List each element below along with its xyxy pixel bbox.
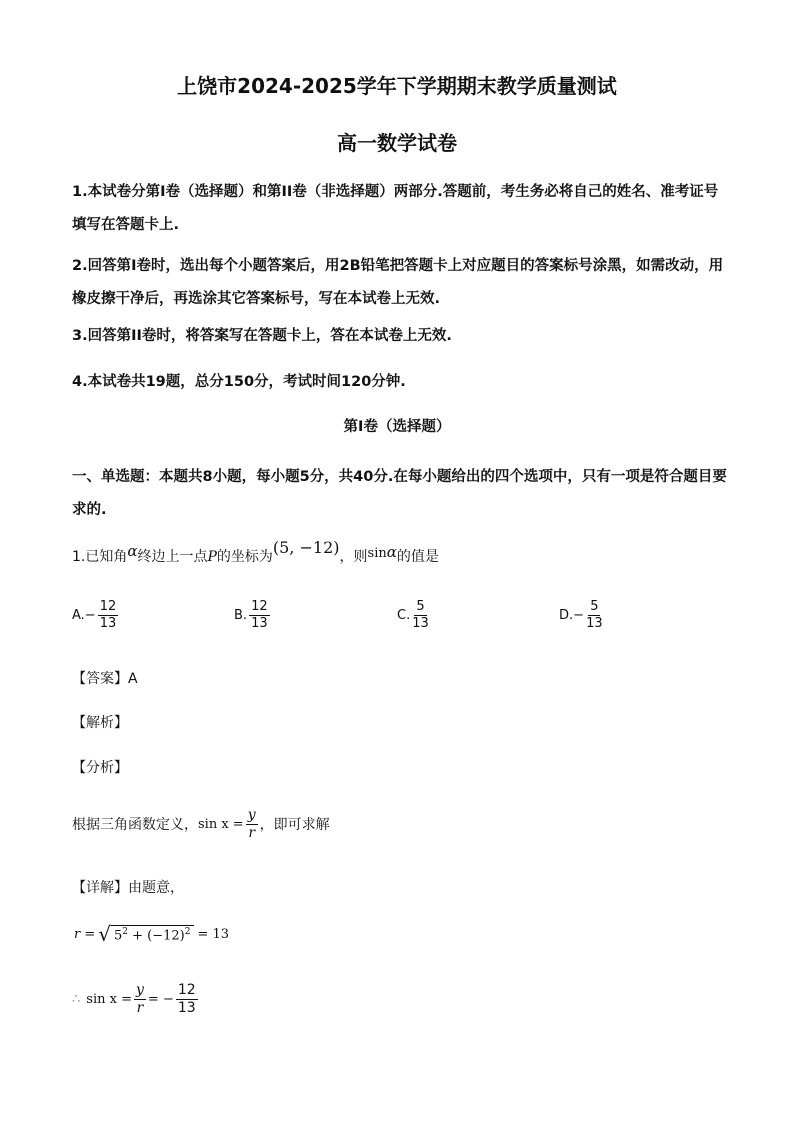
exponent: 2: [184, 926, 191, 937]
therefore-symbol: ∴: [72, 991, 81, 1007]
fraction-denominator: 13: [177, 999, 196, 1016]
instruction-4: 4.本试卷共19题，总分150分，考试时间120分钟.: [72, 374, 406, 390]
instruction-1: 1.本试卷分第I卷（选择题）和第II卷（非选择题）两部分.答题前，考生务必将自己的姓名、准考证号填写在答题卡上.: [72, 184, 719, 233]
fraction-numerator: 12: [251, 599, 268, 614]
formula-fraction: [246, 808, 258, 840]
fraction-numerator: 12: [99, 599, 117, 614]
section-heading: 第I卷（选择题）: [343, 419, 451, 435]
exam-subtitle: 高一数学试卷: [337, 131, 457, 155]
question-text: 1.已知角: [72, 549, 128, 565]
answer-line: 【答案】A: [72, 671, 138, 687]
fraction-denominator: r: [248, 824, 256, 841]
option-d[interactable]: [559, 600, 605, 630]
fraction-denominator: r: [136, 999, 144, 1016]
final-fraction-value: [176, 983, 198, 1015]
option-fraction: [249, 600, 270, 630]
sqrt-radicand: [111, 925, 194, 943]
option-b[interactable]: [234, 600, 272, 630]
question-1: [72, 538, 439, 566]
final-lhs: sin x =: [86, 991, 132, 1007]
option-label: A.: [72, 607, 85, 623]
instruction-3: 3.回答第II卷时，将答案写在答题卡上，答在本试卷上无效.: [72, 328, 452, 344]
alpha-symbol: α: [386, 543, 397, 561]
analysis-title: 【解析】: [72, 715, 128, 731]
fenxi-title: 【分析】: [72, 760, 128, 776]
part-one-description: 一、单选题：本题共8小题，每小题5分，共40分.在每小题给出的四个选项中，只有一项是符合题目要求的.: [72, 469, 727, 518]
radicand-part: 5: [114, 928, 123, 944]
question-text: 的值是: [396, 549, 439, 565]
option-sign: −: [84, 607, 96, 623]
r-equation: [74, 922, 229, 946]
fenxi-line: [72, 808, 330, 840]
fenxi-text: 根据三角函数定义，: [72, 817, 198, 834]
final-equation: [72, 983, 200, 1015]
fenxi-tail: ，即可求解: [259, 817, 330, 834]
fraction-denominator: 13: [412, 615, 429, 631]
exam-title: 上饶市2024-2025学年下学期期末教学质量测试: [177, 74, 617, 98]
fraction-numerator: y: [247, 807, 256, 823]
point-coordinates: (5, −12): [272, 538, 340, 557]
option-fraction: [586, 600, 603, 630]
r-lhs: r =: [74, 926, 96, 942]
sqrt-symbol: √: [98, 922, 111, 946]
radicand-part: + (−12): [128, 928, 185, 944]
option-label: C.: [397, 607, 411, 623]
r-rhs: = 13: [197, 926, 230, 942]
option-fraction: [98, 600, 119, 630]
detail-title: 【详解】由题意，: [72, 880, 184, 896]
question-text: 的坐标为: [216, 549, 273, 565]
fraction-numerator: 5: [416, 599, 425, 614]
fraction-numerator: 5: [590, 599, 599, 614]
question-text: ，则: [339, 549, 368, 565]
fraction-denominator: 13: [251, 615, 268, 631]
fraction-denominator: 13: [99, 615, 117, 631]
question-text: 终边上一点: [137, 549, 208, 565]
sin-function: sin: [367, 546, 387, 561]
instruction-2: 2.回答第I卷时，选出每个小题答案后，用2B铅笔把答题卡上对应题目的答案标号涂黑，如需改动，用橡皮擦干净后，再选涂其它答案标号，写在本试卷上无效.: [72, 258, 724, 307]
final-mid: = −: [147, 991, 174, 1007]
option-c[interactable]: [397, 600, 431, 630]
fraction-numerator: 12: [177, 982, 196, 998]
formula-lhs: sin x =: [198, 816, 244, 832]
option-fraction: [412, 600, 429, 630]
fraction-denominator: 13: [586, 615, 603, 631]
point-label: P: [207, 549, 217, 565]
exponent: 2: [122, 926, 129, 937]
option-label: D.: [559, 607, 574, 623]
option-label: B.: [234, 607, 248, 623]
fraction-numerator: y: [135, 982, 144, 998]
alpha-symbol: α: [127, 542, 138, 560]
final-fraction-yr: [134, 983, 146, 1015]
option-sign: −: [573, 607, 585, 623]
option-a[interactable]: [72, 600, 120, 630]
